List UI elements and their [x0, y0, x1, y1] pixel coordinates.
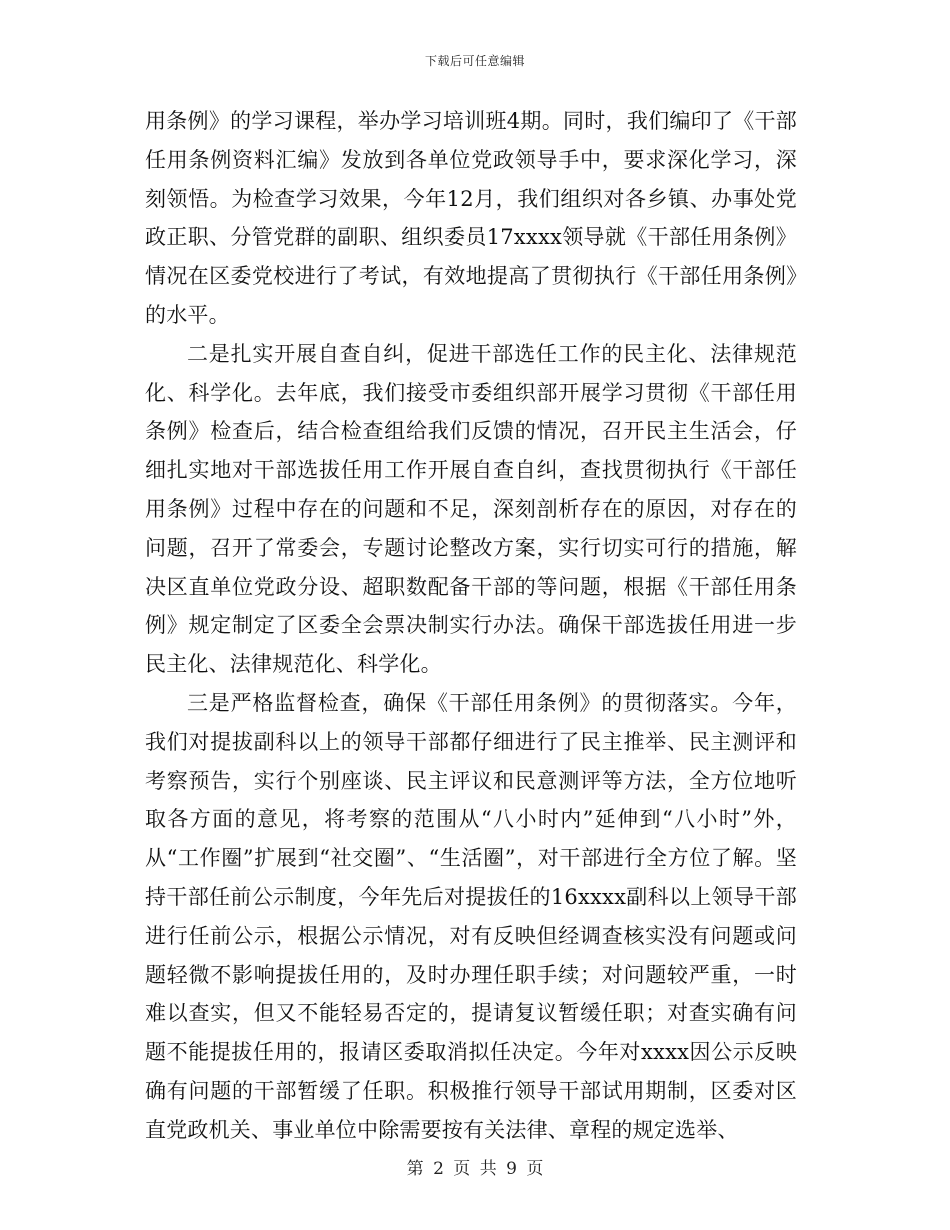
page-number-footer: 第 2 页 共 9 页	[406, 1159, 544, 1179]
document-body	[145, 102, 797, 1150]
paragraph-3: 三是严格监督检查，确保《干部任用条例》的贯彻落实。今年，我们对提拔副科以上的领导干部都仔细进行了民主推举、民主测评和考察预告，实行个别座谈、民主评议和民意测评等方法，全方位地听取各方面的意见，将考察的范围从“八小时内”延伸到“八小时”外，从“工作圈”扩展到“社交圈”、“生活圈”，对干部进行全方位了解。坚持干部任前公示制度，今年先后对提拔任的16xxxx副科以上领导干部进行任前公示，根据公示情况，对有反映但经调查核实没有问题或问题轻微不影响提拔任用的，及时办理任职手续；对问题较严重，一时难以查实，但又不能轻易否定的，提请复议暂缓任职；对查实确有问题不能提拔任用的，报请区委取消拟任决定。今年对xxxx因公示反映确有问题的干部暂缓了任职。积极推行领导干部试用期制，区委对区直党政机关、事业单位中除需要按有关法律、章程的规定选举、	[145, 690, 797, 1142]
paragraph-1: 用条例》的学习课程，举办学习培训班4期。同时，我们编印了《干部任用条例资料汇编》发放到各单位党政领导手中，要求深化学习，深刻领悟。为检查学习效果，今年12月，我们组织对各乡镇、办事处党政正职、分管党群的副职、组织委员17xxxx领导就《干部任用条例》情况在区委党校进行了考试，有效地提高了贯彻执行《干部任用条例》的水平。	[145, 109, 797, 327]
paragraph-2: 二是扎实开展自查自纠，促进干部选任工作的民主化、法律规范化、科学化。去年底，我们接受市委组织部开展学习贯彻《干部任用条例》检查后，结合检查组给我们反馈的情况，召开民主生活会，仔细扎实地对干部选拔任用工作开展自查自纠，查找贯彻执行《干部任用条例》过程中存在的问题和不足，深刻剖析存在的原因，对存在的问题，召开了常委会，专题讨论整改方案，实行切实可行的措施，解决区直单位党政分设、超职数配备干部的等问题，根据《干部任用条例》规定制定了区委全会票决制实行办法。确保干部选拔任用进一步民主化、法律规范化、科学化。	[145, 341, 797, 677]
page-header: 下载后可任意编辑	[424, 54, 525, 68]
